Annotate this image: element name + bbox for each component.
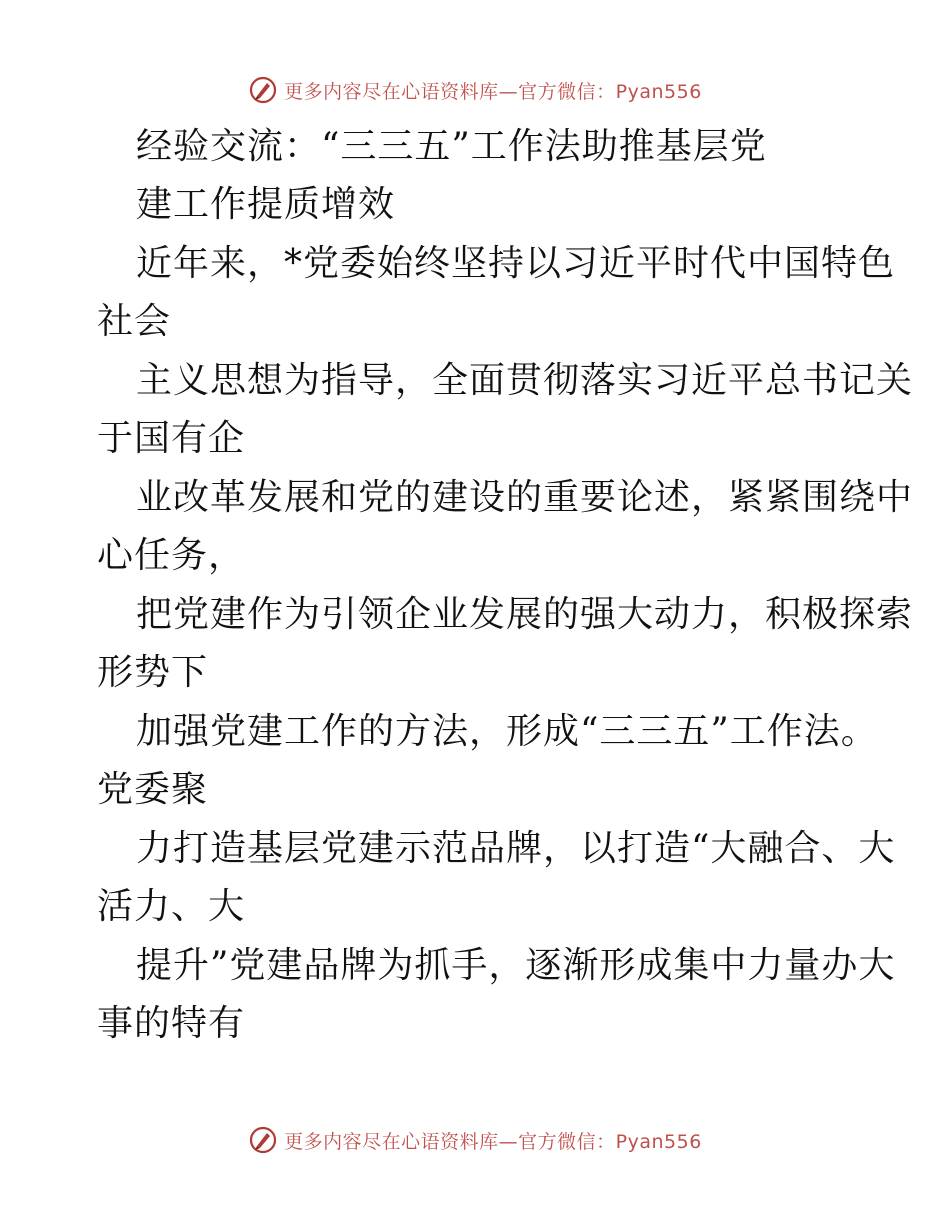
- paragraph-line: 把党建作为引领企业发展的强大动力，积极探索: [136, 594, 914, 635]
- paragraph-line: 党委聚: [97, 769, 209, 810]
- paragraph-line: 社会: [97, 301, 172, 342]
- paragraph-line: 心任务，: [97, 535, 246, 576]
- footer-banner: [0, 1120, 950, 1160]
- paragraph-line: 提升”党建品牌为抓手，逐渐形成集中力量办大: [136, 945, 896, 986]
- pen-logo-icon: [248, 1125, 278, 1155]
- paragraph-line: 活力、大: [97, 886, 246, 927]
- paragraph-line: 近年来，*党委始终坚持以习近平时代中国特色: [136, 243, 896, 284]
- footer-banner-text: 更多内容尽在心语资料库—官方微信：Pyan556: [284, 1130, 702, 1153]
- paragraph-line: 事的特有: [97, 1003, 246, 1044]
- paragraph-line: 加强党建工作的方法，形成“三三五”工作法。: [136, 711, 878, 752]
- document-title-line-2: 建工作提质增效: [136, 184, 396, 225]
- header-banner: [0, 70, 950, 110]
- paragraph-line: 力打造基层党建示范品牌，以打造“大融合、大: [136, 828, 896, 869]
- paragraph-line: 主义思想为指导，全面贯彻落实习近平总书记关: [136, 360, 914, 401]
- pen-logo-icon: [248, 75, 278, 105]
- paragraph-line: 形势下: [97, 652, 209, 693]
- paragraph-line: 业改革发展和党的建设的重要论述，紧紧围绕中: [136, 477, 914, 518]
- document-title-line-1: 经验交流：“三三五”工作法助推基层党: [136, 126, 767, 167]
- paragraph-line: 于国有企: [97, 418, 246, 459]
- header-banner-text: 更多内容尽在心语资料库—官方微信：Pyan556: [284, 80, 702, 103]
